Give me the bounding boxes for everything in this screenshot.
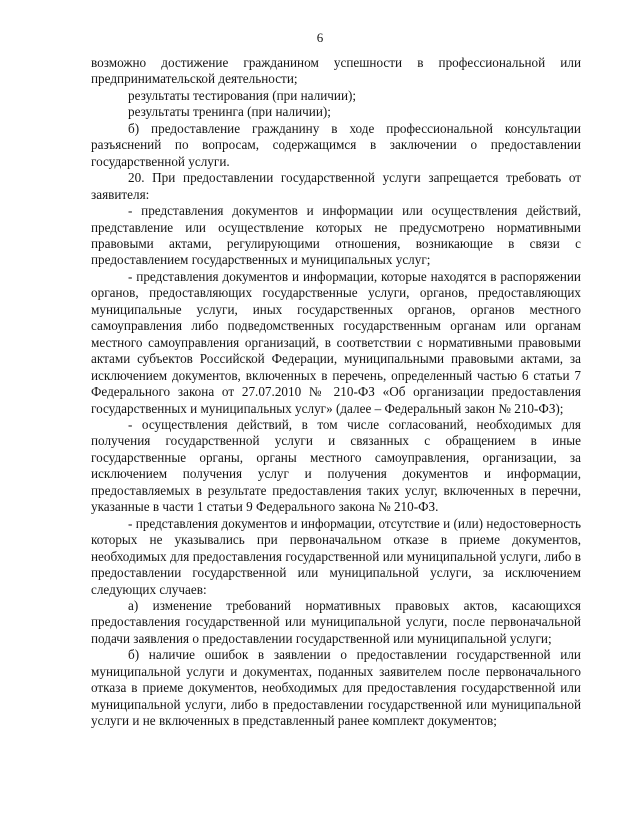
paragraph-continuation: возможно достижение гражданином успешности в профессиональной или предпринимательской деятельности; [91,55,581,87]
paragraph-item-20: 20. При предоставлении государственной услуги запрещается требовать от заявителя: [91,170,581,202]
paragraph-consultation: б) предоставление гражданину в ходе профессиональной консультации разъяснений по вопросам, содержащимся в заключении о предоставлении государственной услуги. [91,120,581,169]
paragraph-prohibition-2: - представления документов и информации, которые находятся в распоряжении органов, предоставляющих государственные услуги, органов, предоставляющих муниципальные услуги, иных государственных органов, органов местного самоуправления либо подведомственных государственным органам или органам местного самоуправления организаций, в соответствии с нормативными правовыми актами субъектов Российской Федерации, муниципальными правовыми актами, за исключением документов, включенных в перечень, определенный частью 6 статьи 7 Федерального закона от 27.07.2010 № 210-ФЗ «Об организации предоставления государственных и муниципальных услуг» (далее – Федеральный закон № 210-ФЗ); [91,268,581,416]
document-body [91,55,581,730]
paragraph-testing-results: результаты тестирования (при наличии); [128,87,357,103]
paragraph-prohibition-1: - представления документов и информации или осуществления действий, представление или осуществление которых не предусмотрено нормативными правовыми актами, регулирующими отношения, возникающие в связи с предоставлением государственных и муниципальных услуг; [91,203,581,268]
page-number: 6 [316,30,324,45]
paragraph-training-results: результаты тренинга (при наличии); [128,104,331,120]
paragraph-prohibition-4: - представления документов и информации, отсутствие и (или) недостоверность которых не указывались при первоначальном отказе в приеме документов, необходимых для предоставления государственной или муниципальной услуги, либо в предоставлении государственной или муниципальной услуги, за исключением следующих случаев: [91,515,581,597]
paragraph-case-b: б) наличие ошибок в заявлении о предоставлении государственной или муниципальной услуги и документах, поданных заявителем после первоначального отказа в приеме документов, необходимых для предоставления государственной или муниципальной услуги, либо в предоставлении государственной или муниципальной услуги и не включенных в представленный ранее комплект документов; [91,647,581,729]
paragraph-case-a: а) изменение требований нормативных правовых актов, касающихся предоставления государственной или муниципальной услуги, после первоначальной подачи заявления о предоставлении государственной или муниципальной услуги; [91,597,581,646]
paragraph-prohibition-3: - осуществления действий, в том числе согласований, необходимых для получения государственной услуги и связанных с обращением в иные государственные органы, органы местного самоуправления, организации, за исключением получения услуг и получения документов и информации, предоставляемых в результате предоставления таких услуг, включенных в перечни, указанные в части 1 статьи 9 Федерального закона № 210-ФЗ. [91,416,581,515]
